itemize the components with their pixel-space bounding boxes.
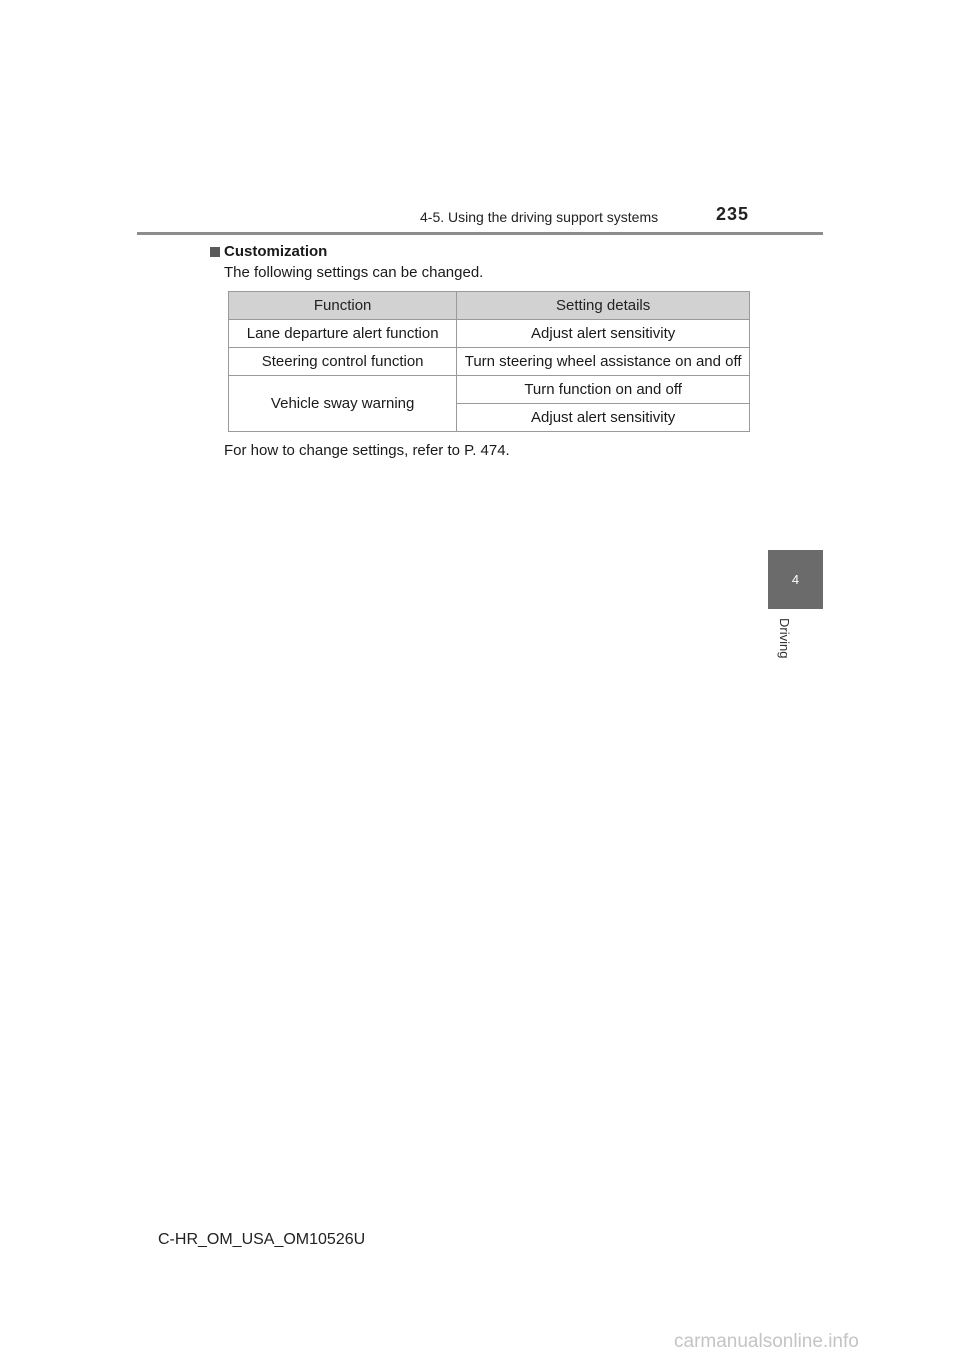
settings-table <box>228 291 750 432</box>
running-head: 4-5. Using the driving support systems <box>420 209 659 225</box>
chapter-number: 4 <box>791 572 800 587</box>
function-cell: Steering control function <box>229 348 457 376</box>
function-cell: Vehicle sway warning <box>229 376 457 432</box>
details-cell: Adjust alert sensitivity <box>457 404 750 432</box>
column-header-setting-details: Setting details <box>457 292 750 320</box>
table-row <box>229 320 750 348</box>
intro-text: The following settings can be changed. <box>224 264 484 281</box>
section-heading <box>210 243 327 260</box>
page-number: 235 <box>716 204 750 224</box>
watermark: carmanualsonline.info <box>674 1331 859 1352</box>
column-header-function: Function <box>229 292 457 320</box>
chapter-tab <box>768 550 823 609</box>
table-row <box>229 376 750 404</box>
section-heading-text: Customization <box>224 243 328 260</box>
outro-text: For how to change settings, refer to P. 474. <box>224 442 510 459</box>
function-cell: Lane departure alert function <box>229 320 457 348</box>
details-cell: Adjust alert sensitivity <box>457 320 750 348</box>
square-bullet-icon <box>210 247 220 257</box>
details-cell: Turn steering wheel assistance on and off <box>457 348 750 376</box>
header-rule <box>137 232 823 235</box>
table-row <box>229 348 750 376</box>
chapter-label-text: Driving <box>777 618 792 659</box>
details-cell: Turn function on and off <box>457 376 750 404</box>
chapter-side-label <box>775 614 805 674</box>
table-header-row <box>229 292 750 320</box>
document-code: C-HR_OM_USA_OM10526U <box>158 1231 366 1248</box>
